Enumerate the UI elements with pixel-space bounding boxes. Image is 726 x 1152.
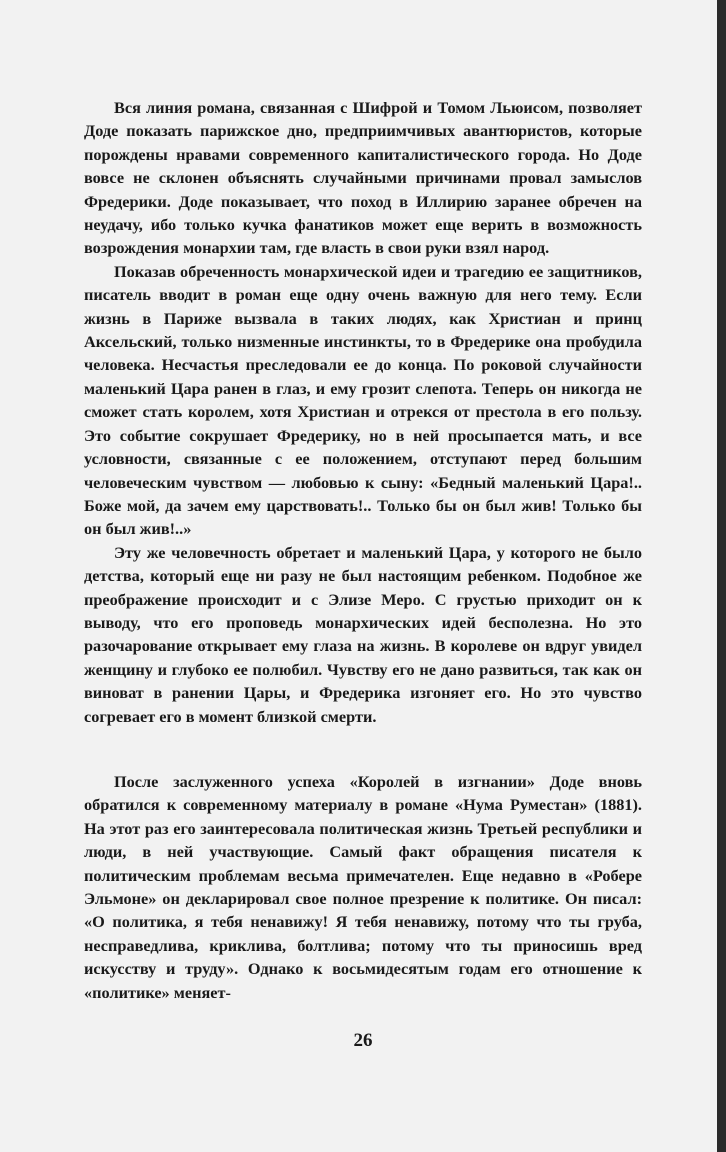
page-number: 26 [353, 1030, 373, 1051]
section-gap [84, 728, 642, 770]
paragraph: Эту же человечность обретает и маленький Цара, у которого не было детства, который еще ни разу не был настоящим ребенком. Подобное же преображение происходит и с Элизе Меро. С грустью приходит он к выводу, что его проповедь монархических идей бесполезна. Но это разочарование открывает ему глаза на жизнь. В королеве он вдруг увидел женщину и глубоко ее полюбил. Чувству его не дано развиться, так как он виноват в ранении Цары, и Фредерика изгоняет его. Но это чувство согревает его в момент близкой смерти. [84, 542, 642, 726]
page-edge-shadow [717, 0, 726, 1152]
paragraph: После заслуженного успеха «Королей в изгнании» Доде вновь обратился к современному материалу в романе «Нума Руместан» (1881). На этот раз его заинтересовала политическая жизнь Третьей республики и люди, в ней участвующие. Самый факт обращения писателя к политическим проблемам весьма примечателен. Еще недавно в «Робере Эльмоне» он декларировал свое полное презрение к политике. Он писал: «О политика, я тебя ненавижу! Я тебя ненавижу, потому что ты груба, несправедлива, криклива, болтлива; потому что ты приносишь вред искусству и труду». Однако к восьмидесятым годам его отношение к «политике» меняет- [84, 771, 642, 1002]
paragraph: Вся линия романа, связанная с Шифрой и Томом Льюисом, позволяет Доде показать парижское дно, предприимчивых авантюристов, которые порождены нравами современного капиталистического города. Но Доде вовсе не склонен объяснять случайными причинами провал замыслов Фредерики. Доде показывает, что поход в Иллирию заранее обречен на неудачу, ибо только кучка фанатиков может еще верить в возможность возрождения монархии там, где власть в свои руки взял народ. [84, 98, 642, 258]
paragraph: Показав обреченность монархической идеи и трагедию ее защитников, писатель вводит в роман еще одну очень важную для него тему. Если жизнь в Париже вызвала в таких людях, как Христиан и принц Аксельский, только низменные инстинкты, то в Фредерике она пробудила человека. Несчастья преследовали ее до конца. По роковой случайности маленький Цара ранен в глаз, и ему грозит слепота. Теперь он никогда не сможет стать королем, хотя Христиан и отрекся от престола в его пользу. Это событие сокрушает Фредерику, но в ней просыпается мать, и все условности, связанные с ее положением, отступают перед большим человеческим чувством — любовью к сыну: «Бедный маленький Цара!.. Боже мой, да зачем ему царствовать!.. Только бы он был жив! Только бы он был жив!..» [84, 261, 642, 539]
body-text [84, 96, 642, 1004]
